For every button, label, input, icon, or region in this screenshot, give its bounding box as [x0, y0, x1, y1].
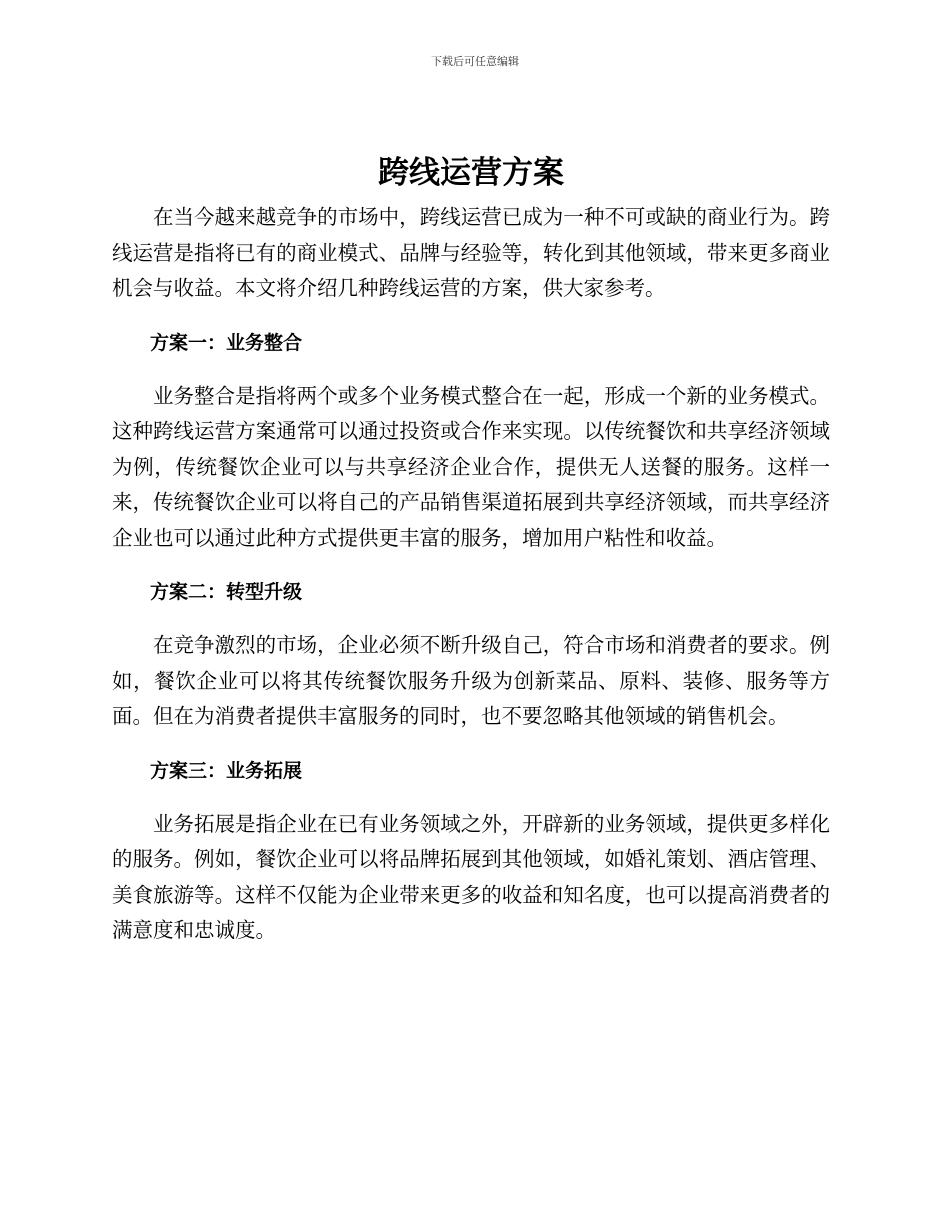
- page-header-note: 下载后可任意编辑: [431, 55, 519, 68]
- section-heading-3: 方案三：业务拓展: [150, 759, 303, 782]
- section-body-1: 业务整合是指将两个或多个业务模式整合在一起，形成一个新的业务模式。这种跨线运营方案通常可以通过投资或合作来实现。以传统餐饮和共享经济领域为例，传统餐饮企业可以与共享经济企业合作，提供无人送餐的服务。这样一来，传统餐饮企业可以将自己的产品销售渠道拓展到共享经济领域，而共享经济企业也可以通过此种方式提供更丰富的服务，增加用户粘性和收益。: [112, 383, 830, 550]
- document-body: [112, 150, 830, 949]
- section-heading-1: 方案一：业务整合: [150, 331, 303, 354]
- document-title: 跨线运营方案: [378, 155, 564, 191]
- section-body-3: 业务拓展是指企业在已有业务领域之外，开辟新的业务领域，提供更多样化的服务。例如，餐饮企业可以将品牌拓展到其他领域，如婚礼策划、酒店管理、美食旅游等。这样不仅能为企业带来更多的收益和知名度，也可以提高消费者的满意度和忠诚度。: [112, 811, 830, 942]
- intro-paragraph: 在当今越来越竞争的市场中，跨线运营已成为一种不可或缺的商业行为。跨线运营是指将已有的商业模式、品牌与经验等，转化到其他领域，带来更多商业机会与收益。本文将介绍几种跨线运营的方案，供大家参考。: [112, 205, 830, 300]
- section-body-2: 在竞争激烈的市场，企业必须不断升级自己，符合市场和消费者的要求。例如，餐饮企业可以将其传统餐饮服务升级为创新菜品、原料、装修、服务等方面。但在为消费者提供丰富服务的同时，也不要忽略其他领域的销售机会。: [112, 633, 830, 728]
- section-heading-2: 方案二：转型升级: [150, 581, 303, 603]
